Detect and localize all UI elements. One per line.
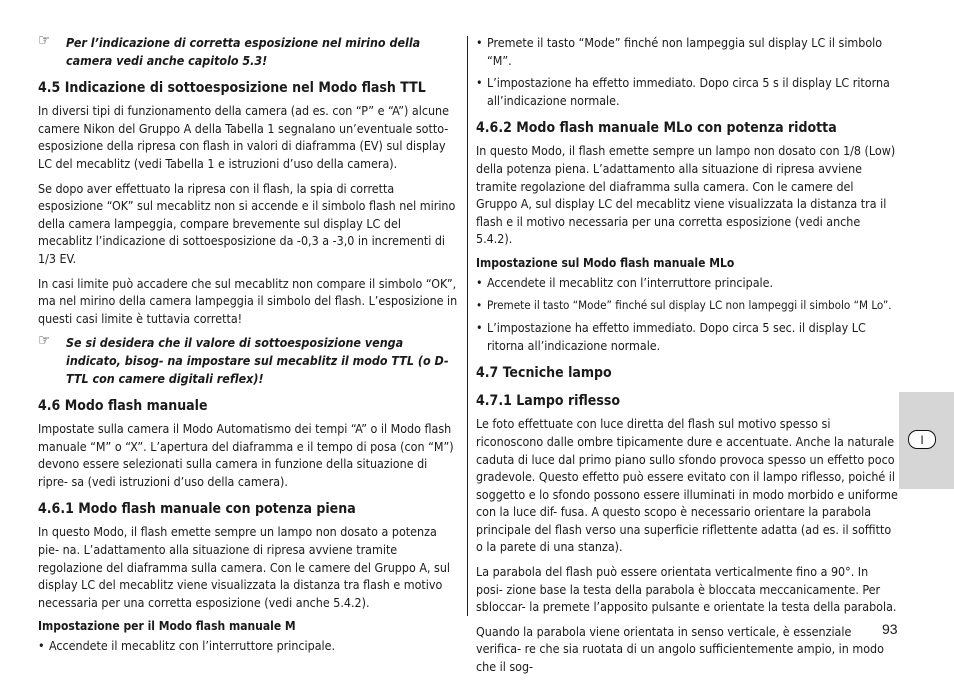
- column-divider: [467, 36, 468, 616]
- heading-4-6-2: 4.6.2 Modo flash manuale MLo con potenza ridotta: [476, 120, 837, 137]
- list-item: • Accendete il mecablitz con l’interruttore principale.: [38, 637, 458, 655]
- paragraph: Impostate sulla camera il Modo Automatismo dei tempi “A” o il Modo flash manuale “M” o “X”. L’apertura del diaframma e il tempo di posa (con “M”) devono essere selezionati sulla camera in funzione della situazione di ripre- sa (vedi istruzioni d’uso della camera).: [38, 421, 454, 489]
- paragraph: In questo Modo, il flash emette sempre un lampo non dosato con 1/8 (Low) della potenza piena. L’adattamento alla situazione di ripresa avviene tramite regolazione del diaframma sulla camera. Con le camere del Gruppo A, sul display LC del mecablitz viene visualizzata la distanza tra il flash e il motivo necessaria per una corretta esposizione (vedi anche 5.4.2).: [476, 143, 896, 247]
- subheading-setting-mlo: Impostazione sul Modo flash manuale MLo: [476, 255, 735, 270]
- list-item: • L’impostazione ha effetto immediato. Dopo circa 5 s il display LC ritorna all’indicazione normale.: [476, 74, 898, 109]
- paragraph: La parabola del flash può essere orientata verticalmente fino a 90°. In posi- zione base la testa della parabola è bloccata meccanicamente. Per sbloccar- la premete l’apposito pulsante e orientate la testa della parabola.: [476, 564, 897, 615]
- paragraph: Quando la parabola viene orientata in senso verticale, è essenziale verifica- re che sia ruotata di un angolo sufficientemente ampio, in modo che il sog-: [476, 623, 884, 675]
- left-column: [38, 31, 458, 660]
- paragraph: In questo Modo, il flash emette sempre un lampo non dosato a potenza pie- na. L’adattamento alla situazione di ripresa avviene tramite regolazione del diaframma sulla camera. Con le camere del Gruppo A, sul display LC del mecablitz viene visualizzata la distanza tra flash e motivo necessaria per una corretta esposizione (vedi anche 5.4.2).: [38, 524, 450, 610]
- language-tab: [899, 392, 954, 489]
- language-badge: I: [908, 430, 936, 449]
- page-number: 93: [882, 621, 898, 637]
- note-viewfinder: [38, 31, 458, 69]
- heading-4-6-1: 4.6.1 Modo flash manuale con potenza piena: [38, 501, 356, 518]
- list-item: • Premete il tasto “Mode” finché sul display LC non lampeggi il simbolo “M Lo”.: [476, 297, 898, 315]
- heading-4-5: 4.5 Indicazione di sottoesposizione nel Modo flash TTL: [38, 80, 426, 97]
- note-underexposure: [38, 331, 458, 387]
- heading-4-7: 4.7 Tecniche lampo: [476, 365, 612, 382]
- pointing-hand-icon: ☞: [38, 331, 51, 350]
- list-item: • Accendete il mecablitz con l’interruttore principale.: [476, 274, 898, 292]
- list-item: • L’impostazione ha effetto immediato. Dopo circa 5 sec. il display LC ritorna all’indicazione normale.: [476, 319, 898, 354]
- paragraph: Se dopo aver effettuato la ripresa con il flash, la spia di corretta esposizione “OK” sul mecablitz non si accende e il simbolo flash nel mirino della camera lampeggia, compare brevemente sul display LC del mecablitz l’indicazione di sottoesposizione da -0,3 a -3,0 in incrementi di 1/3 EV.: [38, 180, 456, 266]
- note-text: Per l’indicazione di corretta esposizione nel mirino della camera vedi anche capitolo 5.3!: [66, 35, 421, 68]
- heading-4-7-1: 4.7.1 Lampo riflesso: [476, 393, 621, 410]
- paragraph: Le foto effettuate con luce diretta del flash sul motivo spesso si riconoscono dalle ombre tipicamente dure e accentuate. Anche la naturale caduta di luce dal primo piano sullo sfondo provoca spesso un effetto poco gradevole. Questo effetto può essere evitato con il lampo riflesso, poiché il soggetto e lo sfondo possono essere illuminati in modo morbido e uniforme con la luce dif- fusa. A questo scopo è necessario orientare la parabola principale del flash verso una superficie riflettente adatta (ad es. il soffitto o la parete di una stanza).: [476, 416, 898, 555]
- note-text: Se si desidera che il valore di sottoesposizione venga indicato, bisog- na impostare sul mecablitz il modo TTL (o D-TTL con camere digitali reflex)!: [66, 335, 449, 386]
- pointing-hand-icon: ☞: [38, 31, 51, 49]
- list-item: • Premete il tasto “Mode” finché non lampeggia sul display LC il simbolo “M”.: [476, 34, 898, 69]
- heading-4-6: 4.6 Modo flash manuale: [38, 398, 208, 415]
- subheading-setting-m: Impostazione per il Modo flash manuale M: [38, 619, 296, 634]
- paragraph: In casi limite può accadere che sul mecablitz non compare il simbolo “OK”, ma nel mirino della camera lampeggia il simbolo del flash. L’esposizione in questi casi limite è tuttavia corretta!: [38, 275, 458, 326]
- right-column: [476, 34, 898, 683]
- paragraph: In diversi tipi di funzionamento della camera (ad es. con “P” e “A”) alcune camere Nikon del Gruppo A della Tabella 1 segnalano un’eventuale sotto- esposizione della ripresa con flash in valori di diaframma (EV) sul display LC del mecablitz (vedi Tabella 1 e istruzioni d’uso della camera).: [38, 103, 449, 171]
